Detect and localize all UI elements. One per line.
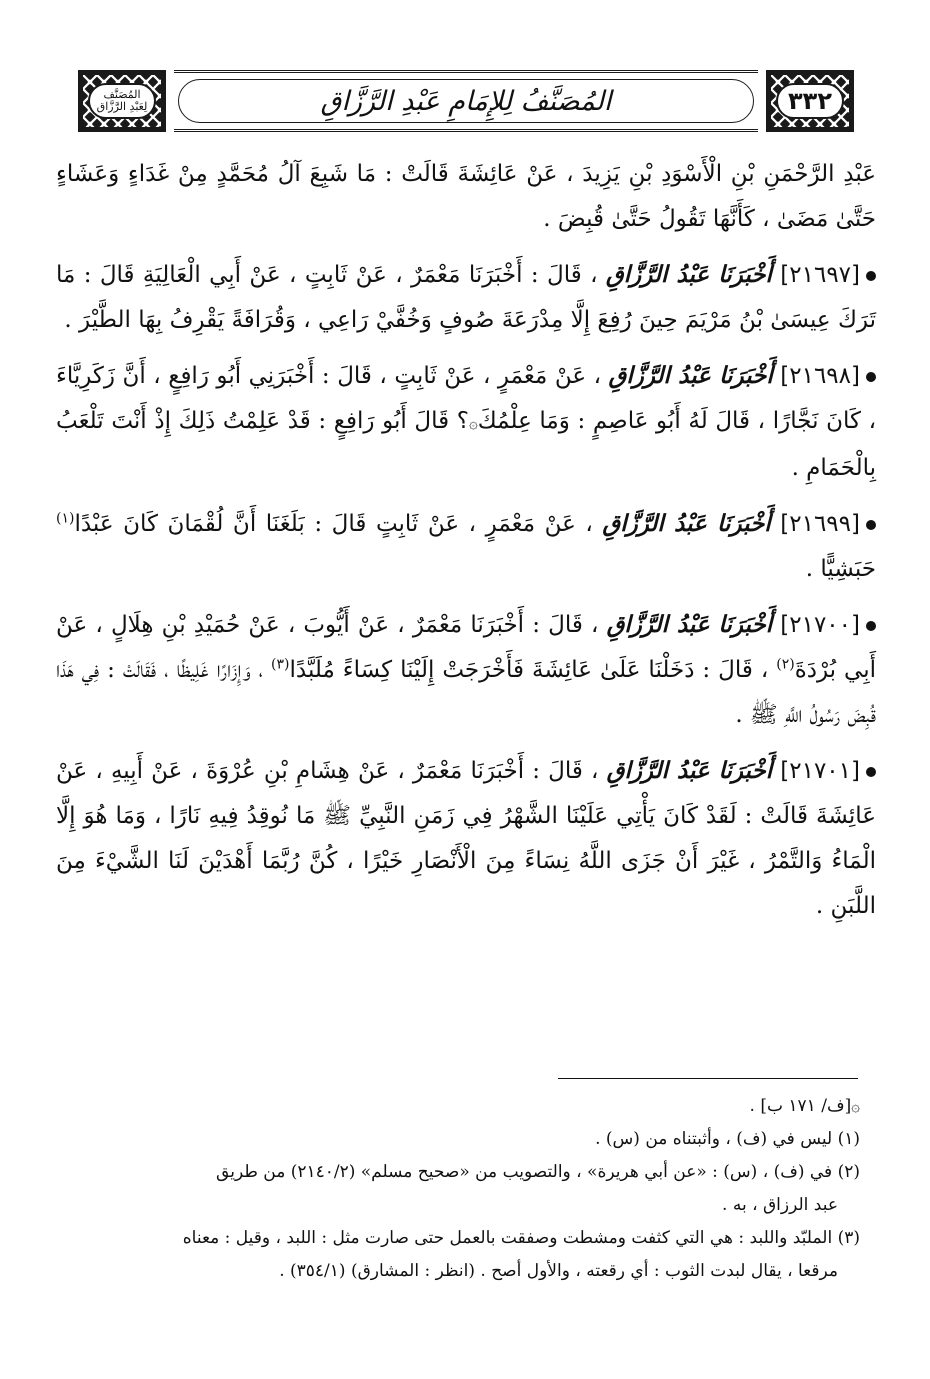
- page-number: ٣٣٢: [788, 87, 832, 115]
- footnote-ref-1[interactable]: (١): [56, 510, 75, 527]
- hadith-text-end: ، وَإِزَارًا غَلِيظًا ، فَقَالَتْ : فِي هَذَا قُبِضَ رَسُولُ اللَّهِ ﷺ .: [56, 657, 876, 728]
- footnote-3-continued: مرقعا ، يقال لبدت الثوب : أي رقعته ، والأول أصح . (انظر : المشارق) (٣٥٤/١) .: [279, 1261, 838, 1281]
- hadith-number: [٢١٦٩٨]: [780, 363, 861, 389]
- publisher-seal: [78, 70, 166, 132]
- hadith-lead: أَخْبَرَنَا عَبْدُ الرَّزَّاقِ: [606, 757, 773, 784]
- footnote-2: (٢) في (ف) ، (س) : «عن أبي هريرة» ، والتصويب من «صحيح مسلم» (٢١٤٠/٢) من طريق: [216, 1162, 860, 1182]
- hadith-21699: [56, 501, 876, 592]
- page-number-frame: [776, 83, 844, 119]
- hadith-21697: [56, 252, 876, 343]
- hadith-21698: [56, 353, 876, 491]
- seal-line-1: المُصَنَّف: [103, 88, 141, 101]
- running-title-band: [174, 70, 758, 132]
- hadith-text: ، عَنْ مَعْمَرٍ ، عَنْ ثَابِتٍ قَالَ : بَلَغَنَا أَنَّ لُقْمَانَ كَانَ عَبْدًا: [74, 511, 593, 537]
- seal-frame: [88, 83, 156, 119]
- seal-text: [97, 89, 148, 113]
- hadith-number: [٢١٧٠١]: [780, 758, 861, 784]
- hadith-number: [٢١٦٩٧]: [780, 262, 861, 288]
- footnote-separator: [558, 1078, 858, 1079]
- footnote-ref-3[interactable]: (٣): [271, 656, 290, 673]
- footnote-folio: [70, 1090, 860, 1123]
- footnote-2-continued: عبد الرزاق ، به .: [722, 1195, 838, 1215]
- hadith-lead: أَخْبَرَنَا عَبْدُ الرَّزَّاقِ: [608, 362, 773, 389]
- running-title: المُصَنَّفُ لِلإِمَامِ عَبْدِ الرَّزَّاقِ: [320, 85, 612, 117]
- hadith-text: ، عَنْ مَعْمَرٍ ، عَنْ ثَابِتٍ ، قَالَ : أَخْبَرَنِي أَبُو رَافِعٍ ، أَنَّ زَكَرِيَّاءَ ، كَانَ نَجَّارًا ، قَالَ لَهُ أَبُو عَاصِمٍ : وَمَا عِلْمُكَ: [56, 363, 876, 434]
- hadith-text-continued: حَبَشِيًّا .: [805, 556, 876, 582]
- hadith-lead: أَخْبَرَنَا عَبْدُ الرَّزَّاقِ: [606, 611, 773, 638]
- bullet-icon: [866, 767, 876, 777]
- paragraph-text: عَبْدِ الرَّحْمَنِ بْنِ الْأَسْوَدِ بْنِ يَزِيدَ ، عَنْ عَائِشَةَ قَالَتْ : مَا شَبِعَ آلُ مُحَمَّدٍ مِنْ غَدَاءٍ وَعَشَاءٍ حَتَّىٰ مَضَىٰ ، كَأَنَّهَا تَقُولُ حَتَّىٰ قُبِضَ .: [56, 161, 876, 232]
- hadith-text: ، قَالَ : أَخْبَرَنَا مَعْمَرٌ ، عَنْ هِشَامِ بْنِ عُرْوَةَ ، عَنْ أَبِيهِ ، عَنْ عَائِشَةَ قَالَتْ : لَقَدْ كَانَ يَأْتِي عَلَيْنَا الشَّهْرُ فِي زَمَنِ النَّبِيِّ ﷺ مَا نُوقِدُ فِيهِ نَارًا ، وَمَا هُوَ إِلَّا الْمَاءُ وَالتَّمْرُ ، غَيْرَ أَنْ جَزَى اللَّهُ نِسَاءً مِنَ الْأَنْصَارِ خَيْرًا ، كُنَّ رُبَّمَا أَهْدَيْنَ لَنَا الشَّيْءَ مِنَ اللَّبَنِ .: [56, 758, 876, 919]
- hadith-number: [٢١٦٩٩]: [780, 511, 860, 537]
- seal-line-2: لِعَبْدِ الرَّزَّاق: [96, 100, 148, 113]
- hadith-text-continued: ، قَالَ : دَخَلْنَا عَلَىٰ عَائِشَةَ فَأَخْرَجَتْ إِلَيْنَا كِسَاءً مُلَبَّدًا: [289, 657, 769, 683]
- continued-paragraph: [56, 152, 876, 242]
- footnote-ref-2[interactable]: (٢): [776, 656, 795, 673]
- bullet-icon: [866, 621, 876, 631]
- bullet-icon: [866, 520, 876, 530]
- hadith-lead: أَخْبَرَنَا عَبْدُ الرَّزَّاقِ: [602, 510, 771, 537]
- hadith-text: ، قَالَ : أَخْبَرَنَا مَعْمَرٌ ، عَنْ ثَابِتٍ ، عَنْ أَبِي الْعَالِيَةِ قَالَ : مَا تَرَكَ عِيسَىٰ بْنُ مَرْيَمَ حِينَ رُفِعَ إِلَّا مِدْرَعَةَ صُوفٍ وَخُفَّيْ رَاعِي ، وَقُرَافَةً يَقْرِفُ بِهَا الطَّيْرَ .: [56, 262, 876, 333]
- manuscript-folio-marker: ۞: [468, 414, 478, 432]
- footnote-3: (٣) الملبّد واللبد : هي التي كثفت ومشطت وصفقت بالعمل حتى صارت مثل : اللبد ، وقيل : معناه: [182, 1228, 860, 1248]
- hadith-text: ، قَالَ : أَخْبَرَنَا مَعْمَرٌ ، عَنْ أَيُّوبَ ، عَنْ حُمَيْدِ بْنِ هِلَالٍ ، عَنْ أَبِي بُرْدَةَ: [56, 612, 877, 683]
- bullet-icon: [866, 271, 876, 281]
- folio-marker: ۞: [851, 1097, 860, 1115]
- footnote-1: (١) ليس في (ف) ، وأثبتناه من (س) .: [595, 1129, 860, 1149]
- page-header: [78, 70, 854, 132]
- hadith-21701: [56, 748, 876, 929]
- main-text: [56, 152, 876, 939]
- hadith-text-continued: ؟ قَالَ أَبُو رَافِعٍ : قَدْ عَلِمْتُ ذَلِكَ إِذْ أَنْتَ تَلْعَبُ بِالْحَمَامِ .: [56, 408, 876, 481]
- hadith-21700: [56, 602, 876, 738]
- hadith-lead: أَخْبَرَنَا عَبْدُ الرَّزَّاقِ: [605, 261, 772, 288]
- hadith-number: [٢١٧٠٠]: [780, 612, 860, 638]
- footnotes: [70, 1090, 860, 1288]
- bullet-icon: [866, 372, 876, 382]
- page-number-cartouche: [766, 70, 854, 132]
- footnote-text: [ف/ ١٧١ ب] .: [749, 1096, 852, 1116]
